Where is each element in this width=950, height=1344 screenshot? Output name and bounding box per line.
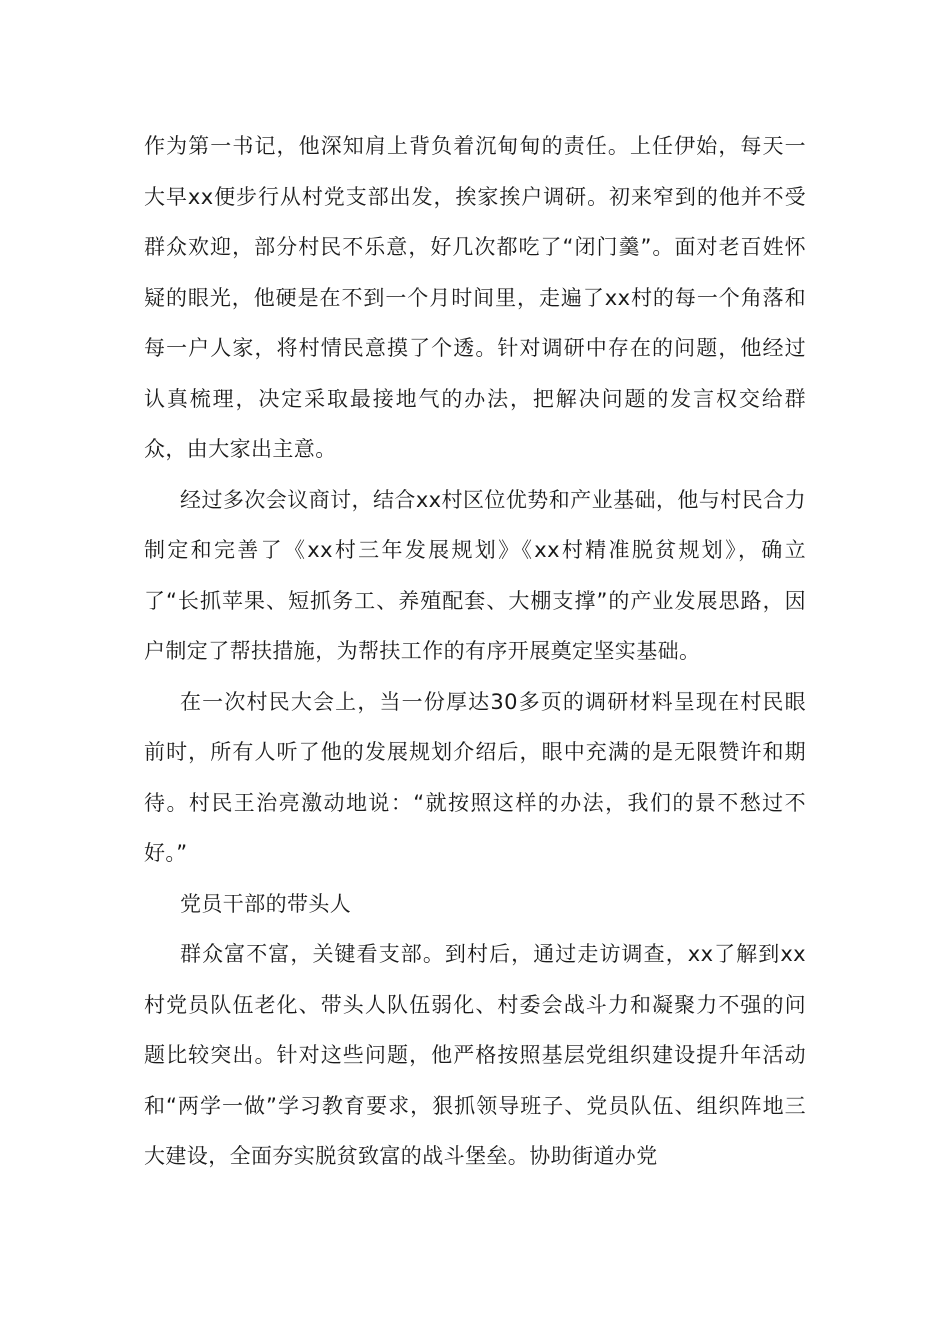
document-body <box>144 121 806 1182</box>
paragraph-1: 作为第一书记，他深知肩上背负着沉甸甸的责任。上任伊始，每天一大早xx便步行从村党支部出发，挨家挨户调研。初来窄到的他并不受群众欢迎，部分村民不乐意，好几次都吃了“闭门羹”。面对老百姓怀疑的眼光，他硬是在不到一个月时间里，走遍了xx村的每一个角落和每一户人家，将村情民意摸了个透。针对调研中存在的问题，他经过认真梳理，决定采取最接地气的办法，把解决问题的发言权交给群众，由大家出主意。 <box>144 134 806 461</box>
section-heading: 党员干部的带头人 <box>180 891 352 916</box>
paragraph-3: 在一次村民大会上，当一份厚达30多页的调研材料呈现在村民眼前时，所有人听了他的发展规划介绍后，眼中充满的是无限赞许和期待。村民王治亮激动地说：“就按照这样的办法，我们的景不愁过不好。” <box>144 689 806 865</box>
paragraph-4: 群众富不富，关键看支部。到村后，通过走访调查，xx了解到xx村党员队伍老化、带头人队伍弱化、村委会战斗力和凝聚力不强的问题比较突出。针对这些问题，他严格按照基层党组织建设提升年活动和“两学一做”学习教育要求，狠抓领导班子、党员队伍、组织阵地三大建设，全面夯实脱贫致富的战斗堡垒。协助街道办党 <box>144 942 806 1168</box>
paragraph-2: 经过多次会议商讨，结合xx村区位优势和产业基础，他与村民合力制定和完善了《xx村三年发展规划》《xx村精准脱贫规划》，确立了“长抓苹果、短抓务工、养殖配套、大棚支撑”的产业发展思路，因户制定了帮扶措施，为帮扶工作的有序开展奠定坚实基础。 <box>144 487 806 663</box>
